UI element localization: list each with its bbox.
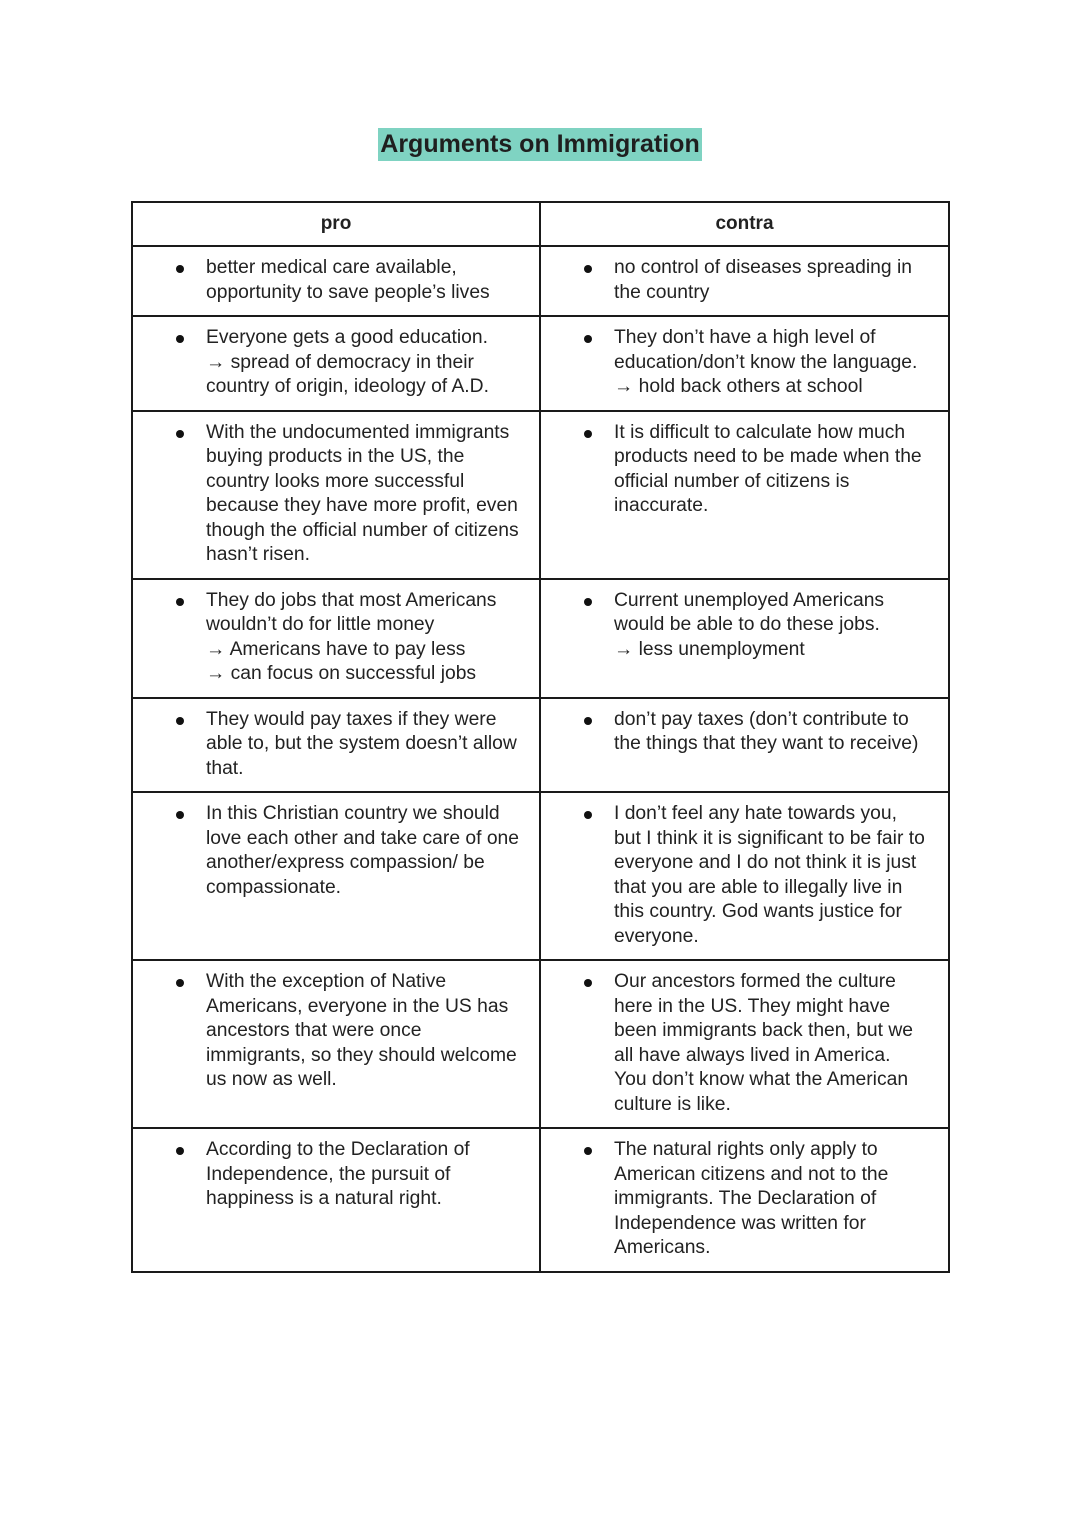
pro-cell bbox=[132, 316, 540, 411]
list-item bbox=[133, 708, 531, 782]
table-row bbox=[132, 316, 949, 411]
pro-cell bbox=[132, 411, 540, 579]
table-row bbox=[132, 698, 949, 793]
bullet-icon bbox=[133, 589, 206, 614]
pro-argument: better medical care available, opportunity to save people’s lives bbox=[206, 257, 490, 303]
table-row bbox=[132, 579, 949, 698]
pro-argument: Everyone gets a good education. → spread of democracy in their country of origin, ideology of A.D. bbox=[206, 327, 489, 397]
pro-argument: In this Christian country we should love each other and take care of one another/express compassion/ be compassionate. bbox=[206, 803, 520, 898]
pro-cell bbox=[132, 960, 540, 1128]
bullet-icon bbox=[133, 326, 206, 351]
bullet-icon bbox=[133, 421, 206, 446]
list-item bbox=[541, 1138, 940, 1261]
list-item bbox=[541, 708, 940, 757]
bullet-icon bbox=[133, 970, 206, 995]
pro-argument: With the exception of Native Americans, everyone in the US has ancestors that were once immigrants, so they should welcome us now as well. bbox=[206, 971, 517, 1090]
table-row bbox=[132, 1128, 949, 1272]
pro-argument: With the undocumented immigrants buying products in the US, the country looks more successful because they have more profit, even though the official number of citizens hasn’t risen. bbox=[206, 421, 519, 565]
list-item bbox=[133, 1138, 531, 1212]
list-item bbox=[541, 421, 940, 519]
contra-cell bbox=[540, 960, 949, 1128]
contra-argument: don’t pay taxes (don’t contribute to the things that they want to receive) bbox=[614, 708, 919, 754]
bullet-icon bbox=[541, 256, 614, 281]
bullet-icon bbox=[541, 589, 614, 614]
pro-cell bbox=[132, 579, 540, 698]
bullet-icon bbox=[541, 326, 614, 351]
list-item bbox=[133, 589, 531, 687]
contra-argument: The natural rights only apply to American citizens and not to the immigrants. The Declaration of Independence was written for Americans. bbox=[614, 1139, 889, 1258]
contra-argument: Current unemployed Americans would be able to do these jobs. → less unemployment bbox=[614, 589, 885, 660]
contra-cell bbox=[540, 579, 949, 698]
bullet-icon bbox=[133, 802, 206, 827]
pro-cell bbox=[132, 246, 540, 316]
list-item bbox=[133, 970, 531, 1093]
bullet-icon bbox=[133, 256, 206, 281]
contra-cell bbox=[540, 1128, 949, 1272]
contra-cell bbox=[540, 792, 949, 960]
arguments-table bbox=[131, 201, 950, 1273]
pro-cell bbox=[132, 698, 540, 793]
pro-cell bbox=[132, 1128, 540, 1272]
contra-cell bbox=[540, 698, 949, 793]
bullet-icon bbox=[133, 708, 206, 733]
list-item bbox=[133, 326, 531, 400]
contra-argument: They don’t have a high level of education/don’t know the language. → hold back others at school bbox=[614, 327, 918, 397]
contra-argument: Our ancestors formed the culture here in the US. They might have been immigrants back then, but we all have always lived in America. You don’t know what the American culture is like. bbox=[614, 971, 914, 1115]
pro-column-header: pro bbox=[132, 202, 540, 246]
table-row bbox=[132, 792, 949, 960]
title-container bbox=[0, 128, 1080, 161]
table-header-row bbox=[132, 202, 949, 246]
contra-cell bbox=[540, 246, 949, 316]
bullet-icon bbox=[541, 708, 614, 733]
contra-argument: It is difficult to calculate how much products need to be made when the official number of citizens is inaccurate. bbox=[614, 421, 922, 516]
contra-argument: no control of diseases spreading in the country bbox=[614, 257, 912, 303]
contra-cell bbox=[540, 411, 949, 579]
pro-argument: They do jobs that most Americans wouldn’t do for little money → Americans have to pay less → can focus on successful jobs bbox=[206, 589, 497, 684]
list-item bbox=[541, 589, 940, 663]
pro-cell bbox=[132, 792, 540, 960]
list-item bbox=[133, 256, 531, 305]
list-item bbox=[541, 970, 940, 1117]
page-title: Arguments on Immigration bbox=[378, 128, 701, 161]
list-item bbox=[541, 802, 940, 949]
table-row bbox=[132, 960, 949, 1128]
pro-argument: According to the Declaration of Independence, the pursuit of happiness is a natural right. bbox=[206, 1139, 470, 1209]
list-item bbox=[133, 802, 531, 900]
list-item bbox=[133, 421, 531, 568]
bullet-icon bbox=[541, 802, 614, 827]
table-row bbox=[132, 411, 949, 579]
bullet-icon bbox=[541, 1138, 614, 1163]
list-item bbox=[541, 256, 940, 305]
contra-column-header: contra bbox=[540, 202, 949, 246]
bullet-icon bbox=[541, 421, 614, 446]
list-item bbox=[541, 326, 940, 400]
contra-argument: I don’t feel any hate towards you, but I think it is significant to be fair to everyone and I do not think it is just that you are able to illegally live in this country. God wants justice for everyone. bbox=[614, 803, 925, 947]
table-row bbox=[132, 246, 949, 316]
pro-argument: They would pay taxes if they were able to, but the system doesn’t allow that. bbox=[206, 708, 517, 779]
contra-cell bbox=[540, 316, 949, 411]
bullet-icon bbox=[541, 970, 614, 995]
bullet-icon bbox=[133, 1138, 206, 1163]
